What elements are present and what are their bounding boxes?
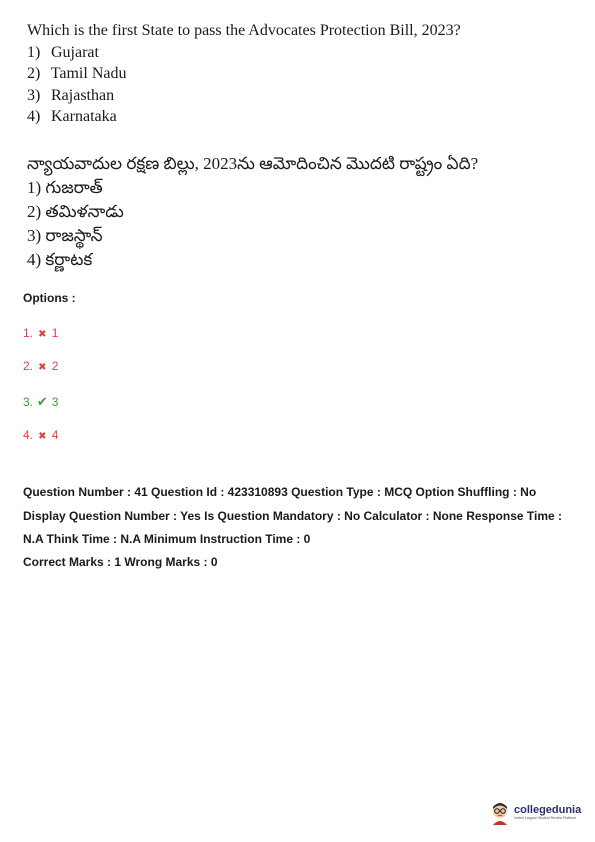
option-te-3: 3) రాజస్థాన్ [27,226,103,245]
cross-icon: ✖ [38,329,47,340]
english-question-block [27,20,461,128]
cross-icon: ✖ [38,431,47,442]
check-icon: ✔ [36,394,48,409]
option-en-1: 1) Gujarat [27,43,99,61]
answer-option-3: 3. ✔ 3 [23,394,59,409]
brand-name: collegedunia [514,803,582,816]
collegedunia-logo [489,799,581,825]
option-en-4: 4) Karnataka [27,108,117,125]
option-te-2: 2) తమిళనాడు [27,202,124,221]
answer-option-4: 4. ✖ 4 [23,428,59,442]
question-text-en: Which is the first State to pass the Advocates Protection Bill, 2023? [27,22,461,39]
answer-option-1: 1. ✖ 1 [23,326,59,340]
options-heading: Options : [23,291,76,305]
marks-info: Correct Marks : 1 Wrong Marks : 0 [23,555,218,569]
telugu-question-block [27,152,478,272]
question-text-te: న్యాయవాదుల రక్షణ బిల్లు, 2023ను ఆమోదించిన మొదటి రాష్ట్రం ఏది? [27,154,479,173]
cross-icon: ✖ [38,362,47,373]
option-te-4: 4) కర్ణాటక [27,250,93,269]
option-en-3: 3) Rajasthan [27,86,115,104]
option-en-2: 2) Tamil Nadu [27,65,127,82]
mascot-icon [489,799,511,825]
answer-option-2: 2. ✖ 2 [23,359,59,373]
question-metadata: Question Number : 41 Question Id : 423310893 Question Type : MCQ Option Shuffling : No Display Question Number : Yes Is Question Mandatory : No Calculator : None Response Time : N.A Think Time : N.A Minimum Instruction Time : 0 [23,485,562,546]
brand-tagline: India's Largest Student Review Platform [514,815,577,820]
option-te-1: 1) గుజరాత్ [27,178,103,197]
